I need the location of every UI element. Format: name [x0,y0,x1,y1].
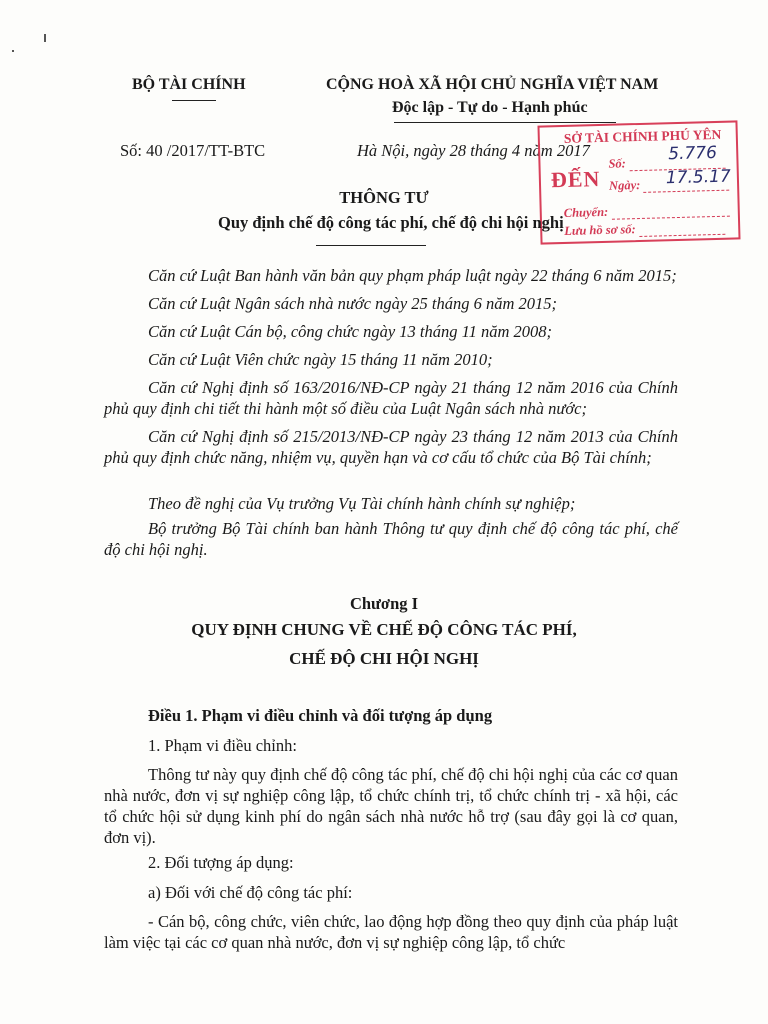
stamp-luu-label: Lưu hồ sơ số: [564,222,636,238]
preamble-item: Căn cứ Luật Viên chức ngày 15 tháng 11 năm 2010; [148,350,493,369]
preamble-item: Căn cứ Nghị định số 163/2016/NĐ-CP ngày 21 tháng 12 năm 2016 của Chính phủ quy định chi tiết thi hành một số điều của Luật Ngân sách nhà nước; [104,378,678,418]
document-subtitle: Quy định chế độ công tác phí, chế độ chi hội nghị [218,213,564,232]
chapter-title-line1: QUY ĐỊNH CHUNG VỀ CHẾ ĐỘ CÔNG TÁC PHÍ, [191,620,577,639]
article-heading: Điều 1. Phạm vi điều chỉnh và đối tượng áp dụng [148,706,493,725]
scan-speck [44,34,46,42]
document-type: THÔNG TƯ [339,188,429,207]
chapter-label: Chương I [349,594,419,613]
place-and-date: Hà Nội, ngày 28 tháng 4 năm 2017 [357,141,590,160]
preamble-item: Bộ trưởng Bộ Tài chính ban hành Thông tư quy định chế độ công tác phí, chế độ chi hội nghị. [104,519,678,559]
stamp-luu-dots [639,234,725,237]
national-title: CỘNG HOÀ XÃ HỘI CHỦ NGHĨA VIỆT NAM [326,76,659,93]
preamble-item: Căn cứ Luật Ngân sách nhà nước ngày 25 tháng 6 năm 2015; [148,294,558,313]
national-motto: Độc lập - Tự do - Hạnh phúc [392,99,588,116]
preamble-item: Theo đề nghị của Vụ trưởng Vụ Tài chính hành chính sự nghiệp; [148,494,576,513]
stamp-so-label: Số: [608,156,627,171]
stamp-den-word: ĐẾN [550,166,601,193]
preamble-item: Căn cứ Luật Ban hành văn bản quy phạm pháp luật ngày 22 tháng 6 năm 2015; [148,266,677,285]
chapter-title-line2: CHẾ ĐỘ CHI HỘI NGHỊ [289,649,479,668]
preamble-item: Căn cứ Nghị định số 215/2013/NĐ-CP ngày 23 tháng 12 năm 2013 của Chính phủ quy định chức năng, nhiệm vụ, quyền hạn và cơ cấu tổ chức của Bộ Tài chính; [104,427,678,467]
issuing-organization: BỘ TÀI CHÍNH [132,76,246,93]
article-subitem-label: a) Đối với chế độ công tác phí: [148,883,353,902]
stamp-organization: SỞ TÀI CHÍNH PHÚ YÊN [563,126,722,146]
stamp-so-handwritten: 5.776 [668,142,718,165]
scan-speck [12,50,14,52]
article-paragraph: - Cán bộ, công chức, viên chức, lao động hợp đồng theo quy định của pháp luật làm việc tại các cơ quan nhà nước, đơn vị sự nghiệp công lập, tổ chức [104,912,678,952]
stamp-luu-row [564,220,725,239]
article-item-label: 2. Đối tượng áp dụng: [148,853,294,872]
stamp-ngay-label: Ngày: [608,177,641,193]
article-paragraph: Thông tư này quy định chế độ công tác phí, chế độ chi hội nghị của các cơ quan nhà nước, đơn vị sự nghiệp công lập, tổ chức chính trị, tổ chức chính trị - xã hội, các tổ chức hội sử dụng kinh phí do ngân sách nhà nước hỗ trợ (sau đây gọi là cơ quan, đơn vị). [104,765,678,847]
stamp-ngay-handwritten: 17.5.17 [665,166,732,189]
received-stamp [537,120,740,244]
document-number: Số: 40 /2017/TT-BTC [120,141,266,160]
subtitle-underline [316,245,426,246]
motto-underline [394,122,616,123]
organization-underline [172,100,216,101]
article-item-label: 1. Phạm vi điều chỉnh: [148,736,297,755]
preamble-item: Căn cứ Luật Cán bộ, công chức ngày 13 tháng 11 năm 2008; [148,322,553,341]
stamp-chuyen-label: Chuyển: [563,204,609,220]
